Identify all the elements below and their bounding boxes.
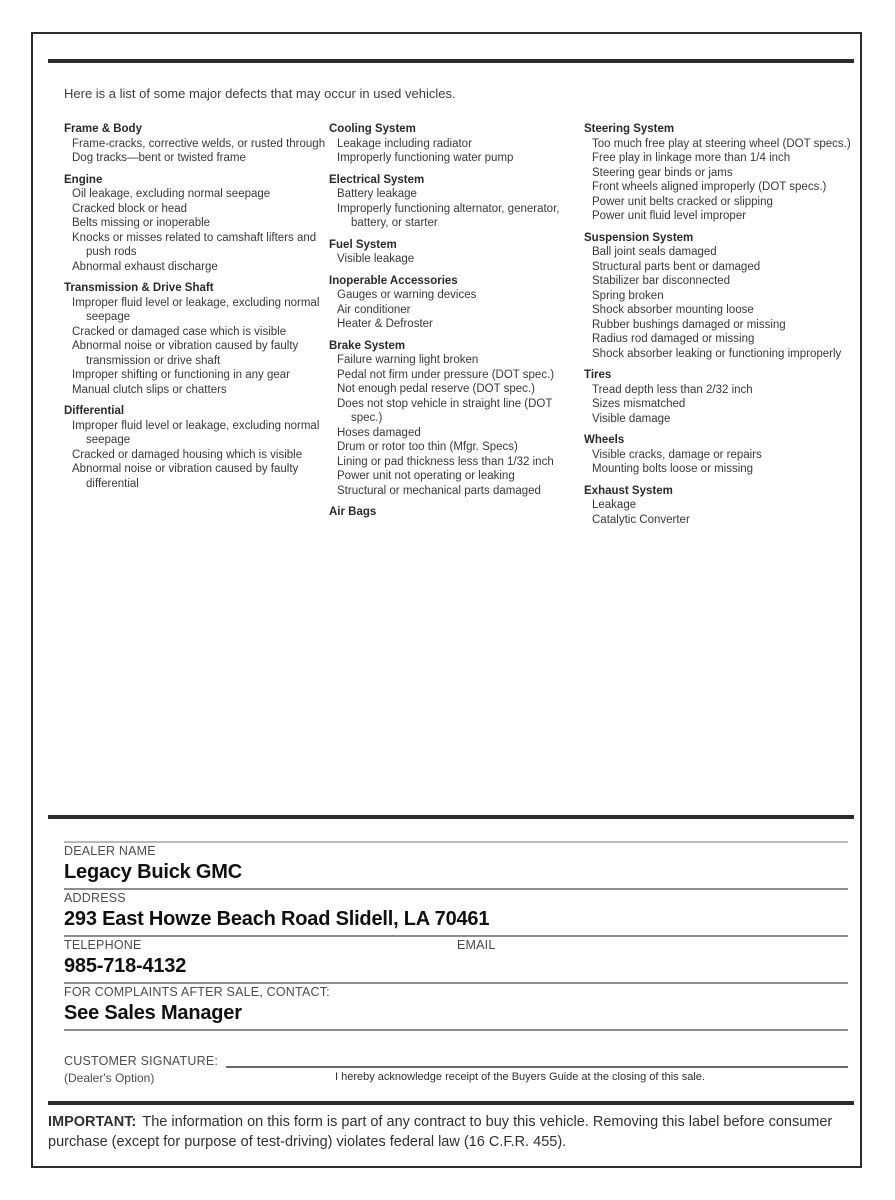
intro-text: Here is a list of some major defects that may occur in used vehicles. [64,86,456,101]
defect-item: Visible leakage [337,253,415,265]
defect-item: Abnormal noise or vibration caused by faulty differential [72,463,299,490]
defect-item: Improper fluid level or leakage, excluding normal seepage [72,419,320,446]
defect-item: Visible cracks, damage or repairs [592,448,762,461]
defect-item: Shock absorber mounting loose [592,304,754,316]
field-telephone [64,937,457,982]
defect-item: Cracked block or head [72,202,188,215]
defect-item: Improperly functioning water pump [337,152,514,164]
field-address [64,890,848,935]
defect-section-title: Air Bags [329,506,377,518]
defect-section-title: Electrical System [329,173,425,186]
field-divider [64,1029,848,1031]
signature-line [226,1053,848,1068]
telephone-email-row [64,937,848,982]
defect-item: Abnormal noise or vibration caused by faulty transmission or drive shaft [72,340,299,367]
defect-item: Structural parts bent or damaged [592,260,761,273]
defect-item: Leakage [592,499,637,511]
field-email [457,937,848,982]
defect-section-title: Transmission & Drive Shaft [64,282,214,294]
signature-subrow [64,1071,848,1085]
important-notice [48,1112,846,1152]
defect-item: Belts missing or inoperable [72,217,211,229]
defect-item: Improper shifting or functioning in any gear [72,369,290,381]
defect-item: Power unit fluid level improper [592,210,747,222]
defect-item: Lining or pad thickness less than 1/32 inch [337,455,554,468]
defect-item: Manual clutch slips or chatters [72,383,227,396]
field-complaints-contact [64,984,848,1029]
defect-section-title: Wheels [584,434,625,446]
defect-item: Catalytic Converter [592,513,690,526]
defect-item: Steering gear binds or jams [592,166,733,179]
defect-item: Rubber bushings damaged or missing [592,318,786,331]
defect-section-title: Brake System [329,339,406,352]
dealer-name-label: DEALER NAME [64,844,156,858]
defect-item: Shock absorber leaking or functioning improperly [592,347,842,360]
defect-item: Not enough pedal reserve (DOT spec.) [337,383,535,395]
defect-item: Tread depth less than 2/32 inch [592,383,753,396]
defect-item: Leakage including radiator [337,137,472,150]
defect-item: Structural or mechanical parts damaged [337,484,541,497]
defect-item: Power unit belts cracked or slipping [592,195,773,208]
defects-list [64,122,852,527]
defect-item: Free play in linkage more than 1/4 inch [592,152,791,164]
customer-signature-row [64,1053,848,1068]
defect-section-title: Suspension System [584,231,694,244]
defect-item: Sizes mismatched [592,398,686,410]
defect-section-title: Tires [584,369,612,381]
defect-section-title: Fuel System [329,238,397,251]
defect-item: Cracked or damaged case which is visible [72,325,287,338]
telephone-label: TELEPHONE [64,938,142,952]
defect-item: Power unit not operating or leaking [337,470,515,482]
defect-item: Dog tracks—bent or twisted frame [72,152,246,164]
telephone-value: 985-718-4132 [64,955,187,977]
defect-item: Visible damage [592,412,671,425]
important-label: IMPORTANT: [48,1114,137,1130]
defect-item: Drum or rotor too thin (Mfgr. Specs) [337,441,518,453]
defect-item: Front wheels aligned improperly (DOT specs.) [592,181,827,193]
defect-item: Improperly functioning alternator, generator, battery, or starter [337,202,560,229]
defect-item: Does not stop vehicle in straight line (DOT spec.) [337,397,553,424]
defect-item: Radius rod damaged or missing [592,333,755,345]
defect-item: Cracked or damaged housing which is visible [72,448,303,461]
defect-section-title: Engine [64,173,103,186]
field-dealer-name [64,843,848,888]
defect-item: Knocks or misses related to camshaft lifters and push rods [72,231,317,258]
defect-item: Oil leakage, excluding normal seepage [72,188,271,200]
defect-item: Improper fluid level or leakage, excluding normal seepage [72,296,320,323]
form-border-box [31,32,862,1168]
defects-column-1 [64,122,329,527]
defect-item: Mounting bolts loose or missing [592,463,754,475]
defect-item: Hoses damaged [337,426,421,439]
defect-section-title: Steering System [584,123,675,135]
email-label: EMAIL [457,938,496,952]
address-value: 293 East Howze Beach Road Slidell, LA 70461 [64,908,490,930]
defect-item: Spring broken [592,289,664,302]
defect-item: Pedal not firm under pressure (DOT spec.) [337,368,555,381]
defect-item: Ball joint seals damaged [592,246,717,258]
defect-item: Too much free play at steering wheel (DOT specs.) [592,137,851,150]
complaints-value: See Sales Manager [64,1002,242,1024]
signature-label: CUSTOMER SIGNATURE: [64,1054,219,1068]
dealer-name-value: Legacy Buick GMC [64,861,242,883]
defects-column-3 [584,122,852,527]
defect-item: Battery leakage [337,188,417,200]
top-divider-rule [48,59,854,63]
defect-item: Frame-cracks, corrective welds, or rusted through [72,137,326,150]
email-value [457,953,848,980]
acknowledgment-text: I hereby acknowledge receipt of the Buyers Guide at the closing of this sale. [335,1071,705,1083]
defect-item: Stabilizer bar disconnected [592,275,731,287]
defect-section-title: Inoperable Accessories [329,274,458,287]
defect-item: Heater & Defroster [337,318,433,330]
dealer-info-section [64,841,848,1085]
defect-section-title: Differential [64,405,125,417]
defect-item: Failure warning light broken [337,354,479,366]
defect-item: Air conditioner [337,303,411,316]
dealers-option-note: (Dealer's Option) [64,1071,155,1085]
important-text: The information on this form is part of any contract to buy this vehicle. Removing this label before consumer purchase (except for purpose of test-driving) violates federal law (16 C.F.R. 455). [48,1114,833,1150]
important-top-rule [48,1101,854,1105]
defect-section-title: Frame & Body [64,123,142,135]
defect-section-title: Cooling System [329,123,416,135]
defect-item: Gauges or warning devices [337,289,477,301]
defect-section-title: Exhaust System [584,484,673,497]
complaints-label: FOR COMPLAINTS AFTER SALE, CONTACT: [64,985,330,999]
dealer-section-top-rule [48,815,854,819]
defects-column-2 [329,122,584,527]
address-label: ADDRESS [64,891,126,905]
defect-item: Abnormal exhaust discharge [72,260,218,273]
